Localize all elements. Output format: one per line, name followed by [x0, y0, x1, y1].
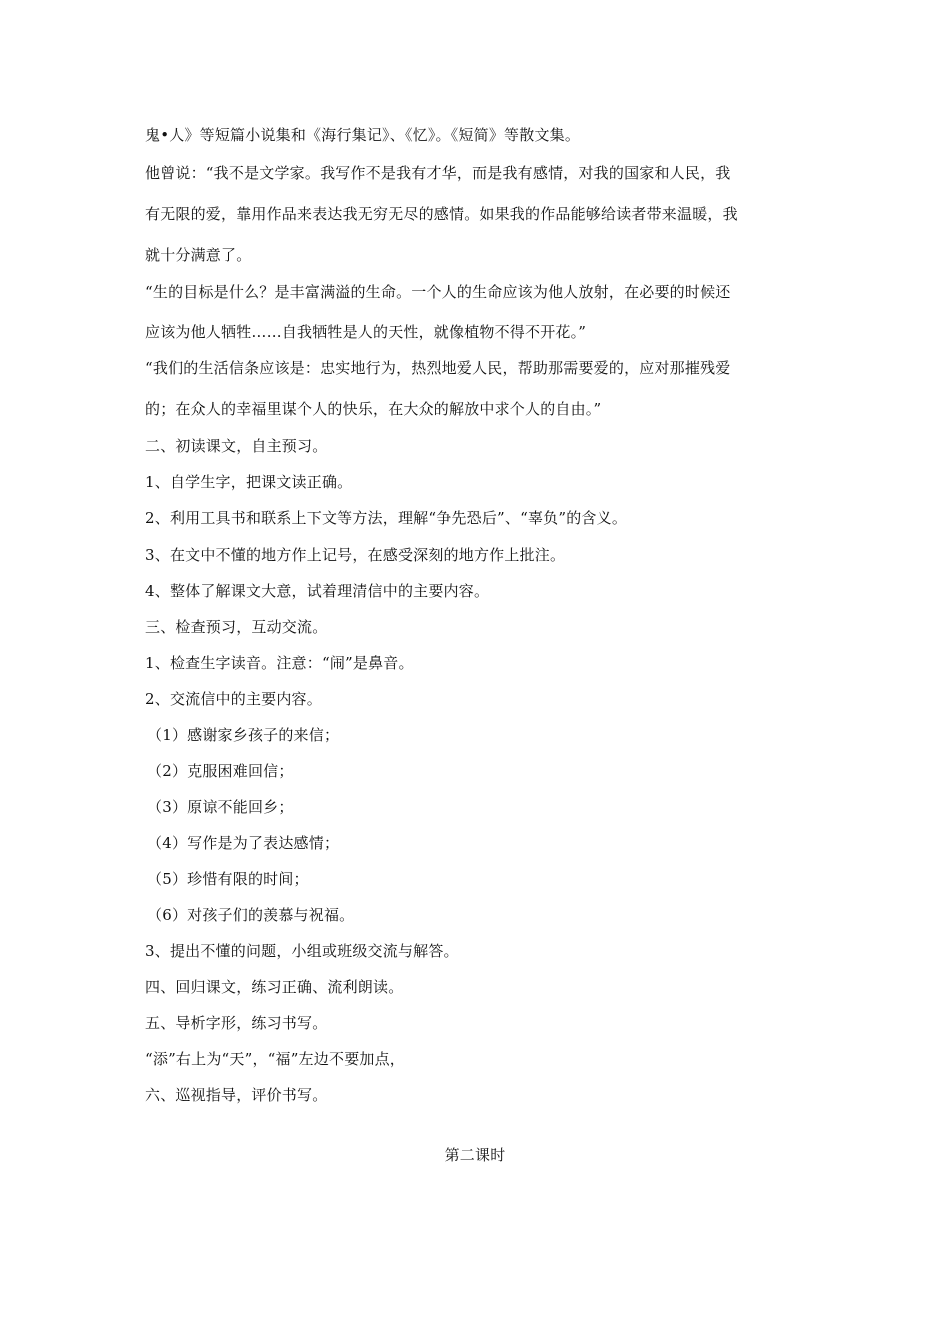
text-line: 就十分满意了。: [145, 246, 252, 264]
text-line: 他曾说：“我不是文学家。我写作不是我有才华，而是我有感情，对我的国家和人民，我: [145, 164, 731, 182]
sub-list-item: （5）珍惜有限的时间；: [147, 870, 309, 888]
list-item: 2、利用工具书和联系上下文等方法，理解“争先恐后”、“辜负”的含义。: [145, 509, 628, 527]
section-heading: 三、检查预习，互动交流。: [145, 618, 328, 636]
sub-list-item: （6）对孩子们的羡慕与祝福。: [147, 906, 355, 924]
sub-list-item: （4）写作是为了表达感情；: [147, 834, 340, 852]
list-item: 1、自学生字，把课文读正确。: [145, 473, 353, 491]
text-line: “生的目标是什么？是丰富满溢的生命。一个人的生命应该为他人放射，在必要的时候还: [145, 283, 731, 301]
lesson-heading: 第二课时: [444, 1146, 506, 1164]
text-line: 的；在众人的幸福里谋个人的快乐，在大众的解放中求个人的自由。”: [145, 400, 602, 418]
sub-list-item: （2）克服困难回信；: [147, 762, 294, 780]
section-heading: 六、巡视指导，评价书写。: [145, 1086, 328, 1104]
list-item: 1、检查生字读音。注意：“闹”是鼻音。: [145, 654, 414, 672]
sub-list-item: （1）感谢家乡孩子的来信；: [147, 726, 340, 744]
list-item: 2、交流信中的主要内容。: [145, 690, 322, 708]
text-line: 有无限的爱，靠用作品来表达我无穷无尽的感情。如果我的作品能够给读者带来温暖，我: [145, 205, 738, 223]
text-line: “添”右上为“天”，“福”左边不要加点，: [145, 1050, 406, 1068]
list-item: 3、在文中不懂的地方作上记号，在感受深刻的地方作上批注。: [145, 546, 566, 564]
list-item: 3、提出不懂的问题，小组或班级交流与解答。: [145, 942, 459, 960]
section-heading: 四、回归课文，练习正确、流利朗读。: [145, 978, 404, 996]
text-line: “我们的生活信条应该是：忠实地行为，热烈地爱人民，帮助那需要爱的，应对那摧残爱: [145, 359, 731, 377]
section-heading: 五、导析字形，练习书写。: [145, 1014, 328, 1032]
text-line: 应该为他人牺牲……自我牺牲是人的天性，就像植物不得不开花。”: [145, 323, 587, 341]
list-item: 4、整体了解课文大意，试着理清信中的主要内容。: [145, 582, 490, 600]
sub-list-item: （3）原谅不能回乡；: [147, 798, 294, 816]
section-heading: 二、初读课文，自主预习。: [145, 437, 328, 455]
text-line: 鬼•人》等短篇小说集和《海行集记》、《忆》。《短简》等散文集。: [145, 126, 581, 144]
